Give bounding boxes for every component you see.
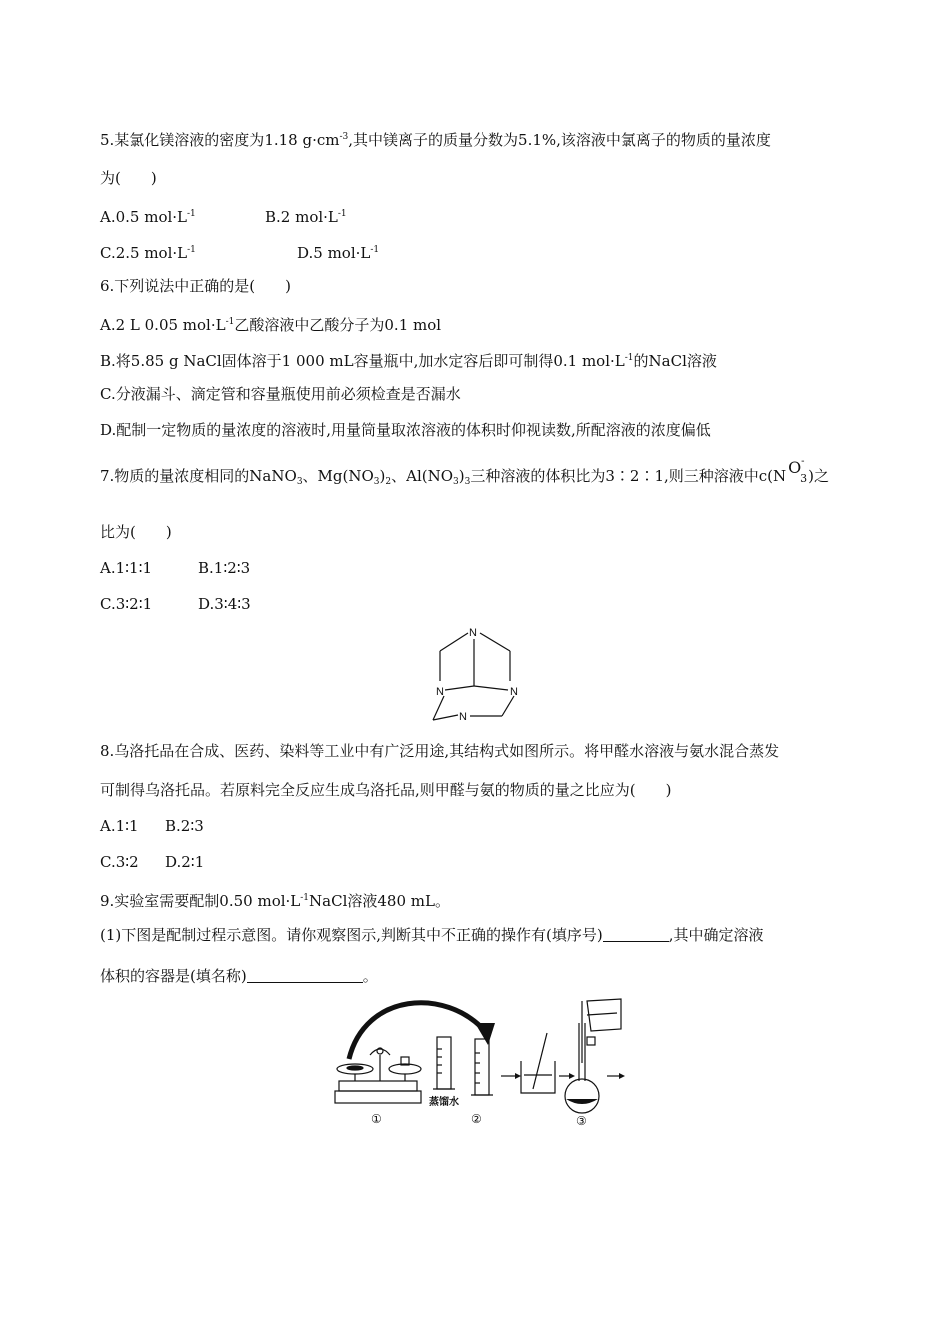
fig-label-3: ③ — [576, 1114, 587, 1128]
nitrate-ion: O - 3 — [788, 456, 808, 485]
urotropine-structure — [418, 618, 536, 726]
q8-option-b: B.2∶3 — [165, 817, 204, 835]
graduated-cylinder-icon — [433, 1037, 455, 1089]
arrow-right-icon-1 — [515, 1073, 521, 1079]
n-atom-bottom: N — [459, 711, 467, 723]
answer-blank-2[interactable] — [247, 968, 363, 983]
q5-option-c: C.2.5 $mol\cdot L^{-1}$ — [100, 244, 196, 262]
q8-stem-line1: 8.乌洛托品在合成、医药、染料等工业中有广泛用途,其结构式如图所示。将甲醛水溶液与氨水混合蒸发 — [100, 742, 780, 760]
q6-option-a: A.2 L 0.05 $mol\cdot L^{-1}$乙酸溶液中乙酸分子为0.1 mol — [100, 316, 442, 334]
arrow-head-icon — [475, 1023, 495, 1045]
q6-option-d: D.配制一定物质的量浓度的溶液时,用量筒量取浓溶液的体积时仰视读数,所配溶液的浓度偏低 — [100, 421, 711, 439]
q9-part1-line1: (1)下图是配制过程示意图。请你观察图示,判断其中不正确的操作有(填序号) ,其中确定溶液 — [100, 926, 764, 944]
answer-blank-1[interactable] — [603, 927, 669, 942]
q9-part1-line2: 体积的容器是(填名称) 。 — [100, 967, 378, 985]
q8-option-c: C.3∶2 — [100, 853, 139, 871]
beaker-icon — [521, 1033, 555, 1093]
q5-stem-line1: 5.某氯化镁溶液的密度为1.18 $g\cdot cm^{-3}$,其中镁离子的质量分数为5.1%,该溶液中氯离子的物质的量浓度 — [100, 131, 771, 149]
q7-option-d: D.3∶4∶3 — [198, 595, 251, 613]
q5-stem-line2: 为( ) — [100, 169, 157, 187]
q6-option-b: B.将5.85 g NaCl固体溶于1 000 mL容量瓶中,加水定容后即可制得0.1 $mol\cdot L^{-1}$的NaCl溶液 — [100, 352, 717, 370]
q8-stem-line2: 可制得乌洛托品。若原料完全反应生成乌洛托品,则甲醛与氨的物质的量之比应为( ) — [100, 781, 672, 799]
q5-option-d: D.5 $mol\cdot L^{-1}$ — [297, 244, 380, 262]
arrow-right-icon-2 — [569, 1073, 575, 1079]
q9-stem: 9.实验室需要配制0.50 $mol\cdot L^{-1}NaCl$溶液480 mL。 — [100, 892, 450, 910]
q7-option-c: C.3∶2∶1 — [100, 595, 153, 613]
q5-option-a: A.0.5 $mol\cdot L^{-1}$ — [100, 208, 196, 226]
fig-water-label: 蒸馏水 — [429, 1097, 459, 1108]
n-atom-left: N — [436, 686, 444, 698]
q8-option-d: D.2∶1 — [165, 853, 205, 871]
solution-prep-figure — [325, 993, 635, 1133]
q7-option-b: B.1∶2∶3 — [198, 559, 251, 577]
fig-label-2: ② — [471, 1112, 482, 1126]
q7-stem-line2: 比为( ) — [100, 523, 172, 541]
cylinder-icon — [471, 1039, 493, 1095]
n-atom-right: N — [510, 686, 518, 698]
q6-stem: 6.下列说法中正确的是( ) — [100, 277, 292, 295]
fig-label-1: ① — [371, 1112, 382, 1126]
q5-option-b: B.2 $mol\cdot L^{-1}$ — [265, 208, 347, 226]
volumetric-flask-icon — [565, 1001, 599, 1113]
arrow-right-icon-3 — [619, 1073, 625, 1079]
q8-option-a: A.1∶1 — [100, 817, 139, 835]
q7-option-a: A.1∶1∶1 — [100, 559, 153, 577]
q7-stem-line1: 7.物质的量浓度相同的NaNO$_3$、$Mg(NO_3)_2$、$Al(NO_3)_3$三种溶液的体积比为3∶2∶1,则三种溶液中c(N O - 3 )之 — [100, 456, 829, 487]
q6-option-c: C.分液漏斗、滴定管和容量瓶使用前必须检查是否漏水 — [100, 385, 461, 403]
n-atom-top: N — [469, 627, 477, 639]
pouring-beaker-icon — [587, 999, 621, 1045]
